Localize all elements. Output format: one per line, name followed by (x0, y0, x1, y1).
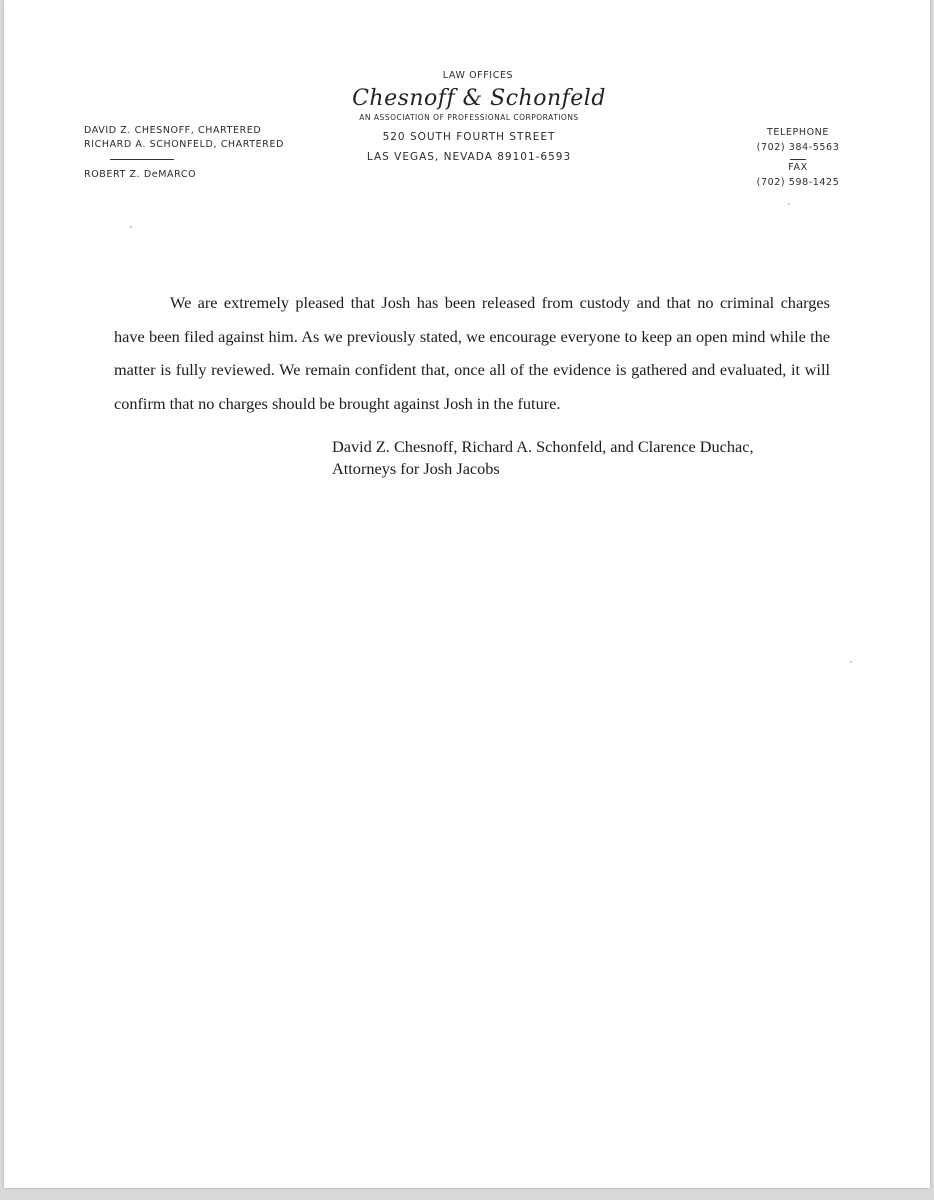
fax-label: FAX (788, 162, 808, 173)
associate-name: ROBERT Z. DeMARCO (84, 169, 197, 180)
signature-attorneys: David Z. Chesnoff, Richard A. Schonfeld, and Clarence Duchac, (332, 437, 754, 456)
letter-page (4, 0, 930, 1188)
signature-role: Attorneys for Josh Jacobs (332, 459, 500, 478)
telephone-number: (702) 384-5563 (756, 142, 840, 153)
fax-number: (702) 598-1425 (756, 177, 840, 188)
partners-block (84, 124, 284, 182)
statement-body: We are extremely pleased that Josh has been released from custody and that no criminal charges have been filed against him. As we previously stated, we encourage everyone to keep an open mind while the matter is fully reviewed. We remain confident that, once all of the evidence is gathered and evaluated, it will confirm that no charges should be brought against Josh in the future. (114, 293, 830, 413)
scan-speck (130, 226, 132, 228)
letterhead-center (324, 70, 614, 163)
partner-name: DAVID Z. CHESNOFF, CHARTERED (84, 125, 262, 136)
city-address: LAS VEGAS, NEVADA 89101-6593 (366, 151, 572, 163)
scan-speck (850, 661, 852, 663)
street-address: 520 SOUTH FOURTH STREET (382, 131, 556, 143)
scan-speck (788, 203, 790, 205)
partners-divider (110, 159, 174, 160)
telephone-label: TELEPHONE (767, 127, 829, 138)
signature-block (332, 436, 832, 480)
law-offices-label: LAW OFFICES (442, 70, 514, 81)
firm-name: Chesnoff & Schonfeld (352, 86, 606, 111)
association-line: AN ASSOCIATION OF PROFESSIONAL CORPORATIONS (359, 113, 579, 122)
contact-block (746, 125, 850, 190)
partner-name: RICHARD A. SCHONFELD, CHARTERED (84, 139, 284, 150)
